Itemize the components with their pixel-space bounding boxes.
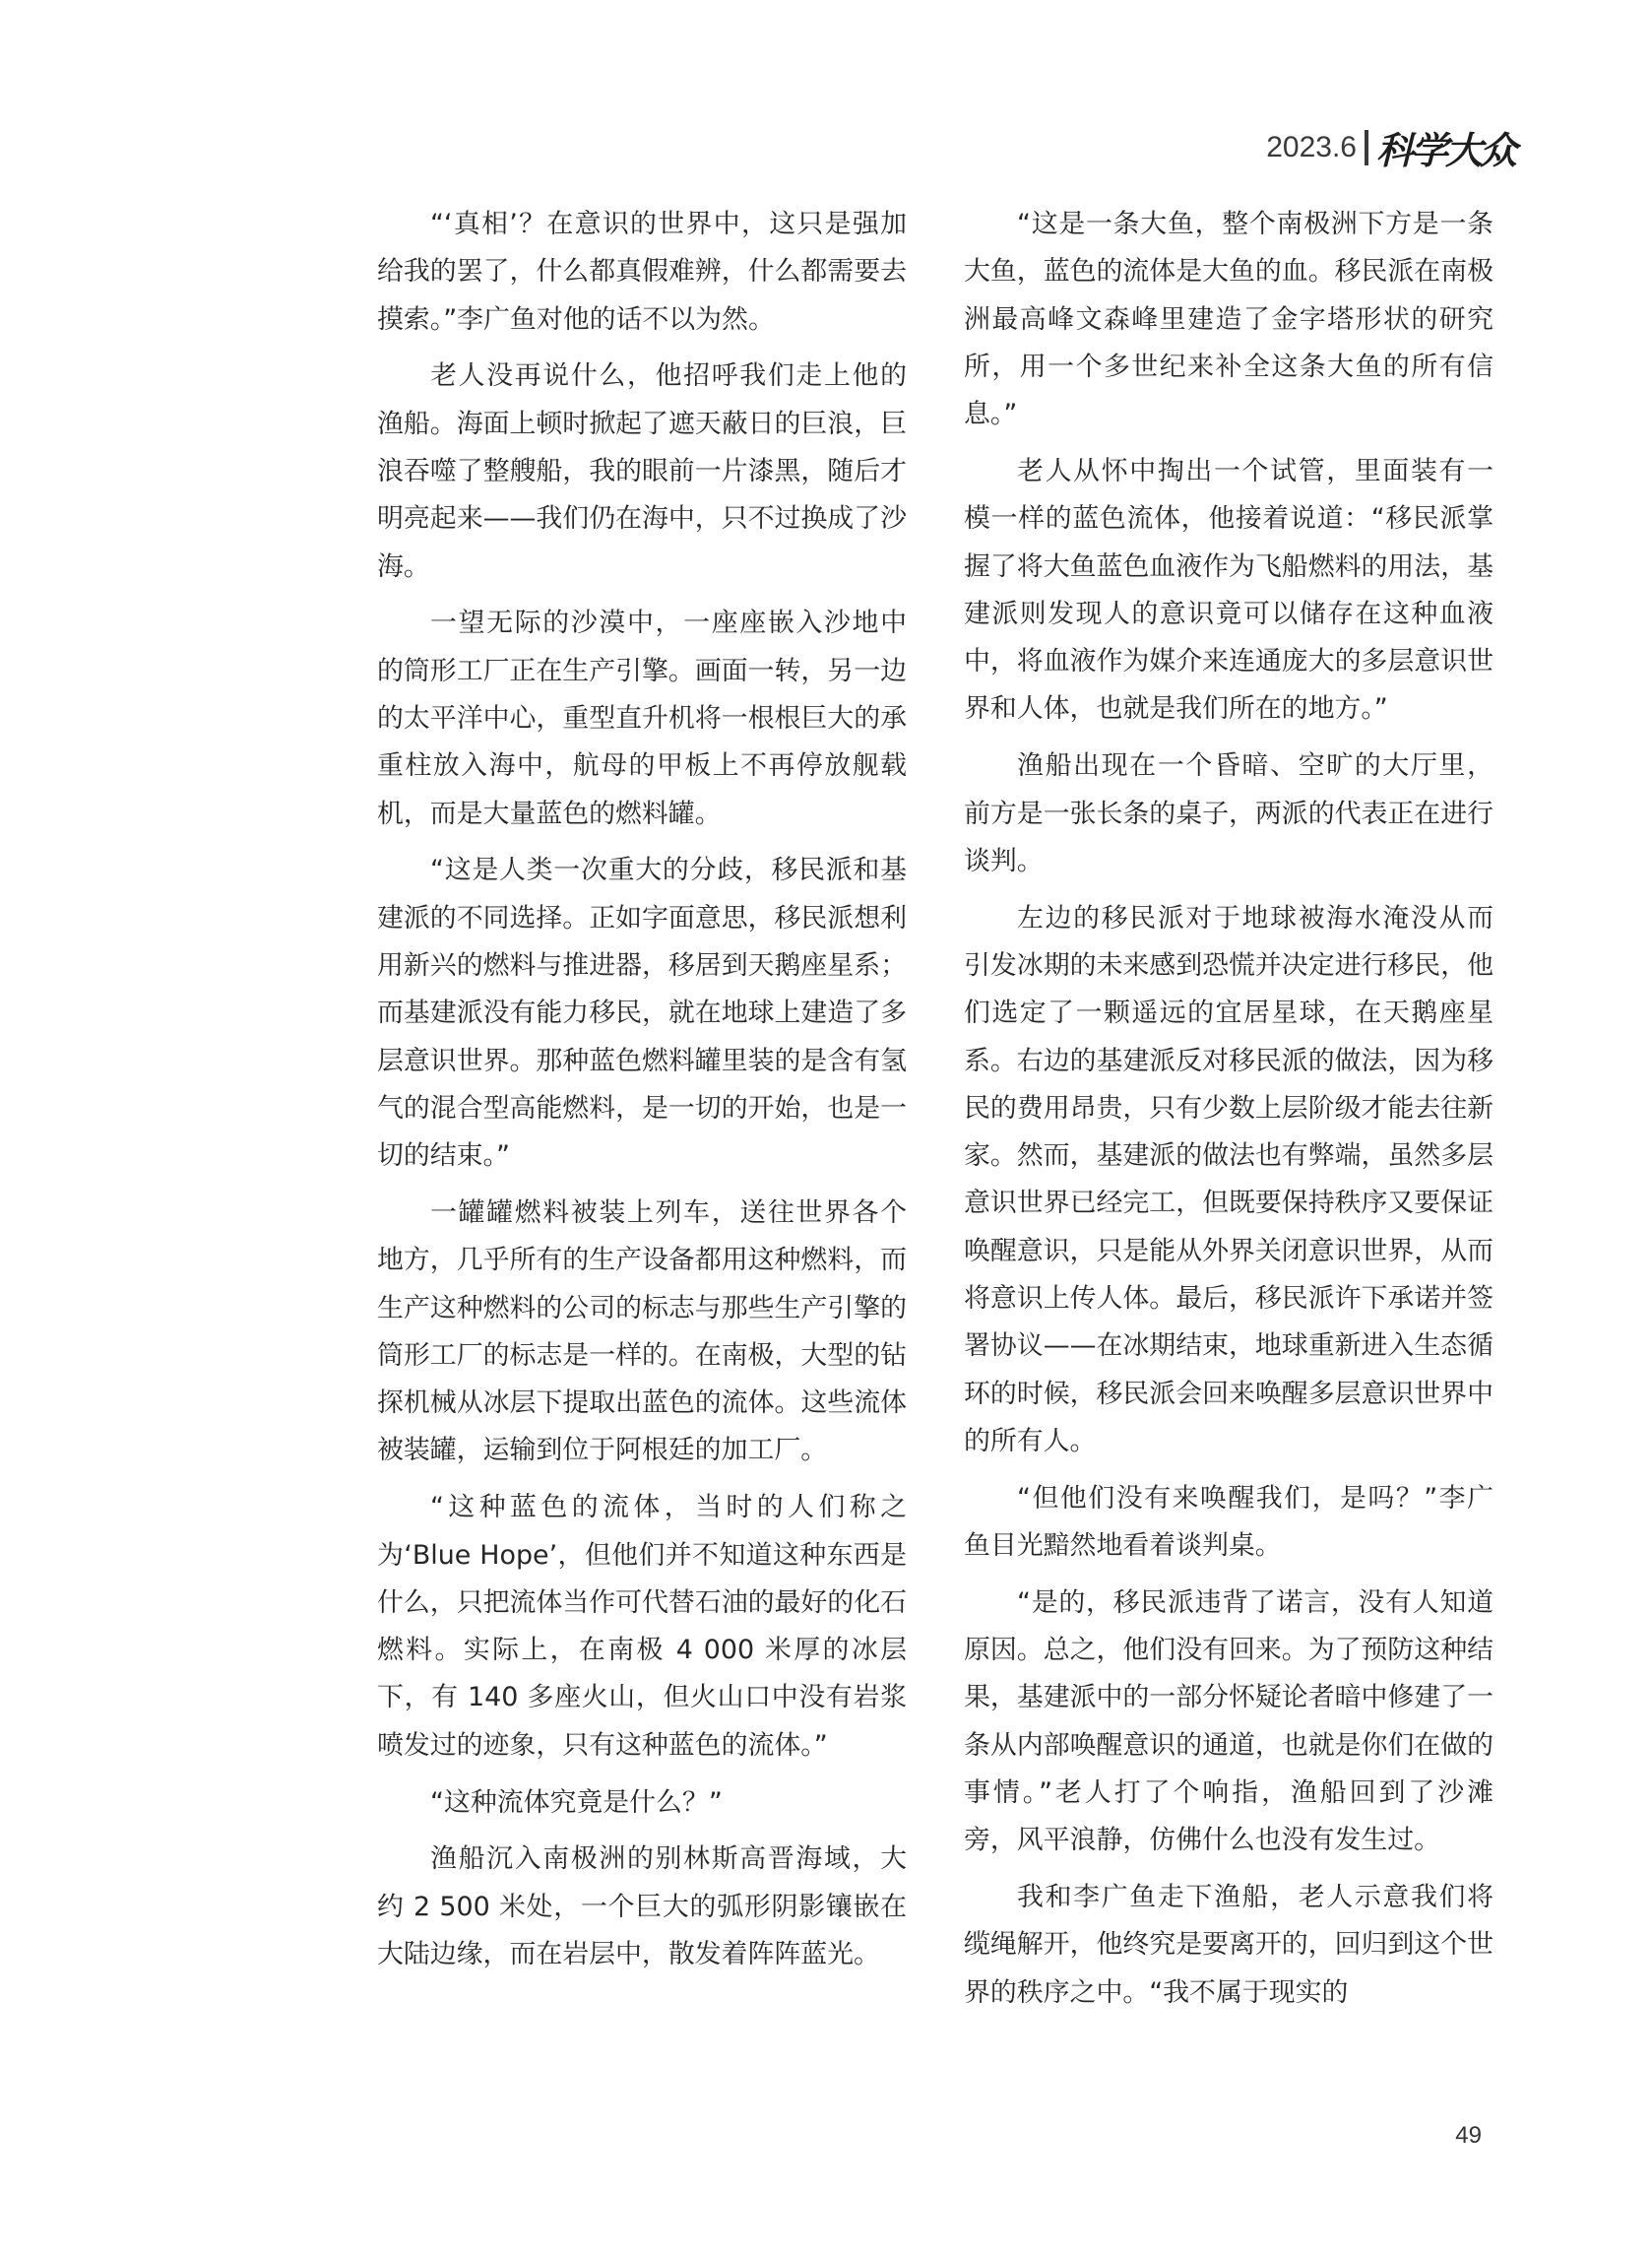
paragraph: 渔船沉入南极洲的别林斯高晋海域，大约 2 500 米处，一个巨大的弧形阴影镶嵌在大陆边缘，而在岩层中，散发着阵阵蓝光。	[377, 1843, 907, 1969]
paragraph: “这种蓝色的流体，当时的人们称之为‘Blue Hope’，但他们并不知道这种东西是什么，只把流体当作可代替石油的最好的化石燃料。实际上，在南极 4 000 米厚的冰层下，有 140 多座火山，但火山口中没有岩浆喷发过的迹象，只有这种蓝色的流体。”	[377, 1492, 907, 1761]
issue-date: 2023.6	[1266, 130, 1357, 163]
right-column	[964, 201, 1493, 2026]
paragraph: 渔船出现在一个昏暗、空旷的大厅里，前方是一张长条的桌子，两派的代表正在进行谈判。	[964, 750, 1493, 876]
paragraph: “这是人类一次重大的分歧，移民派和基建派的不同选择。正如字面意思，移民派想利用新兴的燃料与推进器，移居到天鹅座星系；而基建派没有能力移民，就在地球上建造了多层意识世界。那种蓝色燃料罐里装的是含有氢气的混合型高能燃料，是一切的开始，也是一切的结束。”	[377, 855, 907, 1172]
magazine-masthead: 科学大众	[1375, 128, 1514, 172]
paragraph: 老人从怀中掏出一个试管，里面装有一模一样的蓝色流体，他接着说道：“移民派掌握了将大鱼蓝色血液作为飞船燃料的用法，基建派则发现人的意识竟可以储存在这种血液中，将血液作为媒介来连通庞大的多层意识世界和人体，也就是我们所在的地方。”	[964, 455, 1493, 725]
paragraph: “这种流体究竟是什么？”	[430, 1786, 723, 1818]
paragraph: 左边的移民派对于地球被海水淹没从而引发冰期的未来感到恐慌并决定进行移民，他们选定了一颗遥远的宜居星球，在天鹅座星系。右边的基建派反对移民派的做法，因为移民的费用昂贵，只有少数上层阶级才能去往新家。然而，基建派的做法也有弊端，虽然多层意识世界已经完工，但既要保持秩序又要保证唤醒意识，只是能从外界关闭意识世界，从而将意识上传人体。最后，移民派许下承诺并签署协议——在冰期结束，地球重新进入生态循环的时候，移民派会回来唤醒多层意识世界中的所有人。	[964, 902, 1493, 1456]
paragraph: “这是一条大鱼，整个南极洲下方是一条大鱼，蓝色的流体是大鱼的血。移民派在南极洲最高峰文森峰里建造了金字塔形状的研究所，用一个多世纪来补全这条大鱼的所有信息。”	[964, 209, 1493, 430]
page-number: 49	[1455, 2122, 1482, 2149]
paragraph: 一望无际的沙漠中，一座座嵌入沙地中的筒形工厂正在生产引擎。画面一转，另一边的太平洋中心，重型直升机将一根根巨大的承重柱放入海中，航母的甲板上不再停放舰载机，而是大量蓝色的燃料罐。	[377, 608, 907, 829]
paragraph: “但他们没有来唤醒我们，是吗？”李广鱼目光黯然地看着谈判桌。	[964, 1482, 1493, 1562]
header-divider	[1365, 130, 1368, 165]
paragraph: 老人没再说什么，他招呼我们走上他的渔船。海面上顿时掀起了遮天蔽日的巨浪，巨浪吞噬了整艘船，我的眼前一片漆黑，随后才明亮起来——我们仍在海中，只不过换成了沙海。	[377, 360, 907, 582]
paragraph: “‘真相’？在意识的世界中，这只是强加给我的罢了，什么都真假难辨，什么都需要去摸索。”李广鱼对他的话不以为然。	[377, 209, 907, 335]
page-header	[1266, 120, 1514, 174]
paragraph: “是的，移民派违背了诺言，没有人知道原因。总之，他们没有回来。为了预防这种结果，基建派中的一部分怀疑论者暗中修建了一条从内部唤醒意识的通道，也就是你们在做的事情。”老人打了个响指，渔船回到了沙滩旁，风平浪静，仿佛什么也没有发生过。	[964, 1586, 1493, 1856]
paragraph: 一罐罐燃料被装上列车，送往世界各个地方，几乎所有的生产设备都用这种燃料，而生产这种燃料的公司的标志与那些生产引擎的筒形工厂的标志是一样的。在南极，大型的钻探机械从冰层下提取出蓝色的流体。这些流体被装罐，运输到位于阿根廷的加工厂。	[377, 1196, 907, 1466]
left-column	[377, 201, 907, 1988]
paragraph: 我和李广鱼走下渔船，老人示意我们将缆绳解开，他终究是要离开的，回归到这个世界的秩序之中。“我不属于现实的	[964, 1882, 1493, 2008]
